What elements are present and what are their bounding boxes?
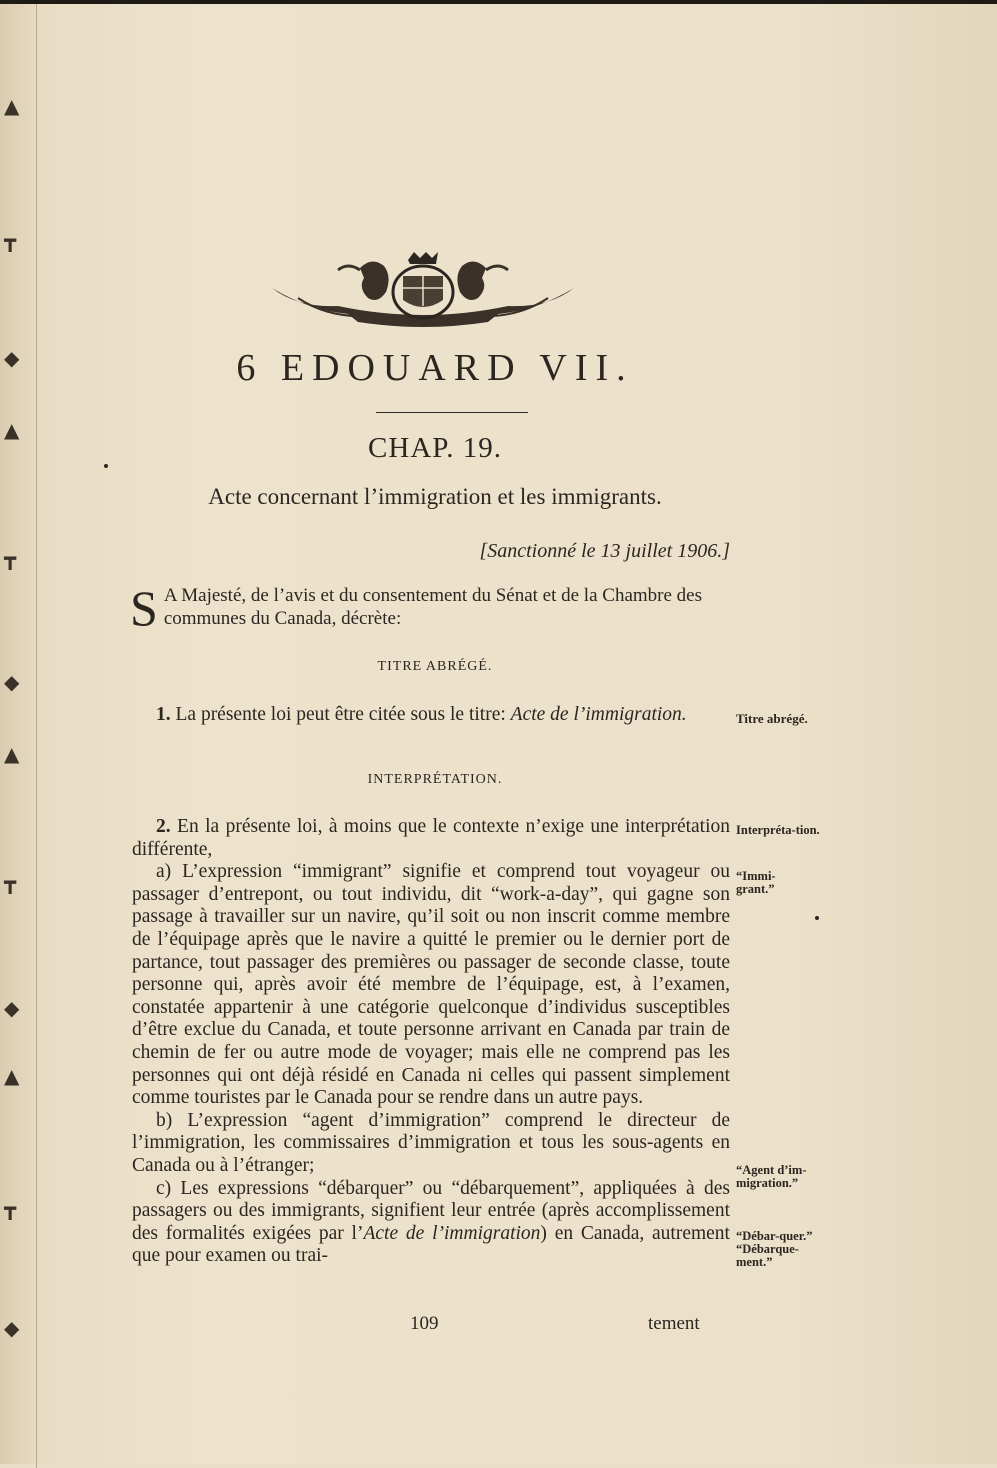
chapter-heading: CHAP. 19. bbox=[368, 432, 502, 464]
binding-ornament-icon: ▲ bbox=[4, 418, 20, 442]
binding-ornament-icon: ◆ bbox=[4, 670, 20, 694]
interpretation-heading: INTERPRÉTATION. bbox=[367, 772, 503, 787]
margin-note-immigrant: “Immi-grant.” bbox=[736, 869, 776, 896]
clause-a: a) L’expression “immigrant” signifie et comprend tout voyageur ou passager d’entrepont, ou tout individu, dit “work-a-day”, qui gagne son passage à travailler sur un navire, qu’il soit ou non inscrit comme membre de l’équipage après que le navire a quitté le premier ou le dernier port de partance, tout passager des premières ou passager de seconde classe, toute personne qui, après avoir été membre de l’équipage, est, à l’examen, constatée appartenir à une catégorie quelconque d’individus susceptibles d’être exclue du Canada, et toute personne arrivant en Canada par train de chemin de fer ou autre mode de voyager; mais elle ne comprend pas les personnes qui ont déjà résidé en Canada ni celles qui passent simplement comme touristes par le Canada pour se rendre dans un autre pays. bbox=[132, 861, 730, 1109]
margin-note-interpretation: Interpréta-tion. bbox=[736, 823, 820, 837]
binding-ornament-icon: ┳ bbox=[4, 546, 17, 570]
section-number: 1. bbox=[156, 704, 171, 725]
binding-ornament-icon: ◆ bbox=[4, 346, 20, 370]
binding-ornament-icon: ▲ bbox=[4, 94, 20, 118]
binding-ornament-icon: ▲ bbox=[4, 1064, 20, 1088]
act-title: Acte concernant l’immigration et les immigrants. bbox=[208, 484, 662, 509]
reign-heading: 6 EDOUARD VII. bbox=[236, 347, 634, 389]
section-italic-title: Acte de l’immigration. bbox=[510, 704, 687, 725]
margin-note-agent: “Agent d’im-migration.” bbox=[736, 1163, 807, 1190]
catchword: tement bbox=[648, 1313, 700, 1334]
clause-c-text-end: ) en Canada, autrement que pour examen ou trai- bbox=[132, 1222, 730, 1267]
margin-note-debarquer: “Débar-quer.” “Débarque-ment.” bbox=[736, 1229, 813, 1269]
binding-edge bbox=[0, 4, 37, 1468]
section-text: La présente loi peut être citée sous le titre: bbox=[175, 704, 506, 725]
section-2 bbox=[132, 816, 730, 1268]
sanction-date: [Sanctionné le 13 juillet 1906.] bbox=[479, 540, 730, 562]
title-rule bbox=[376, 412, 528, 413]
drop-cap: S bbox=[130, 580, 158, 636]
section-1 bbox=[132, 704, 730, 727]
royal-crest-icon bbox=[268, 248, 578, 330]
enacting-text: A Majesté, de l’avis et du consentement du Sénat et de la Chambre des communes du Canada, décrète: bbox=[163, 585, 702, 629]
binding-ornament-icon: ◆ bbox=[4, 996, 20, 1020]
binding-ornament-icon: ┳ bbox=[4, 1196, 17, 1220]
clause-b: b) L’expression “agent d’immigration” comprend le directeur de l’immigration, les commissaires d’immigration et tous les sous-agents en Canada ou à l’étranger; bbox=[132, 1109, 730, 1176]
clause-c-italic: Acte de l’immigration bbox=[363, 1222, 541, 1244]
speck bbox=[104, 464, 108, 468]
section-text: En la présente loi, à moins que le contexte n’exige une interprétation différente, bbox=[132, 816, 731, 860]
page-number: 109 bbox=[410, 1313, 439, 1334]
section-number: 2. bbox=[156, 816, 171, 837]
clause-c bbox=[132, 1178, 730, 1268]
margin-note-short-title: Titre abrégé. bbox=[736, 711, 808, 726]
binding-ornament-icon: ◆ bbox=[4, 1316, 20, 1340]
short-title-heading: TITRE ABRÉGÉ. bbox=[377, 659, 493, 674]
binding-ornament-icon: ┳ bbox=[4, 228, 17, 252]
speck bbox=[815, 916, 819, 920]
clause-c-text: c) Les expressions “débarquer” ou “débarquement”, appliquées à des passagers ou des immigrants, signifient leur entrée (après accomplissement des formalités exigées par l’ bbox=[132, 1177, 730, 1244]
binding-ornament-icon: ┳ bbox=[4, 870, 17, 894]
binding-ornament-icon: ▲ bbox=[4, 742, 20, 766]
enacting-clause bbox=[130, 580, 730, 636]
